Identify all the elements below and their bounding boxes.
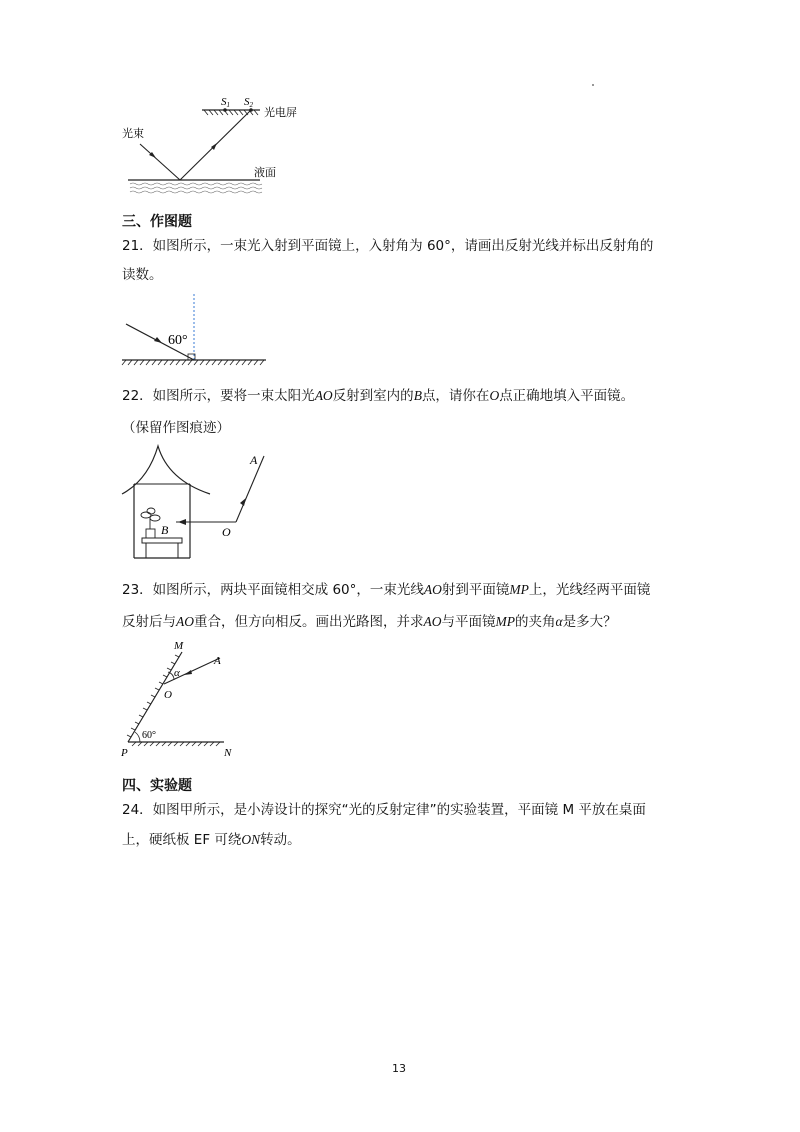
alpha-label: α (174, 667, 180, 679)
figure-q22-house (118, 442, 278, 564)
ray-ao-arrow (184, 670, 192, 675)
angle-label: 60° (168, 333, 188, 348)
reflected-ray-arrow (178, 519, 186, 525)
point-o-label: O (222, 525, 231, 539)
angle-60-label: 60° (142, 730, 156, 741)
q21-line2: 读数。 (122, 267, 163, 283)
liquid-label: 液面 (254, 166, 276, 179)
section-3-title: 三、作图题 (122, 214, 192, 230)
figure-q23-mirrors (118, 636, 258, 762)
sun-ray-arrow (240, 498, 246, 506)
q23-line2: 反射后与AO重合，但方向相反。画出光路图，并求AO与平面镜MP的夹角α是多大？ (122, 614, 617, 630)
house-roof (122, 446, 210, 494)
point-o-label: O (164, 689, 172, 701)
section-4-title: 四、实验题 (122, 778, 192, 794)
liquid-waves (130, 183, 262, 193)
q24-line1: 24．如图甲所示，是小涛设计的探究“光的反射定律”的实验装置，平面镜 M 平放在桌面 (122, 802, 646, 818)
screen-label: 光电屏 (264, 106, 297, 119)
figure-liquid-level-sensor (110, 92, 310, 200)
plant-icon (141, 508, 160, 538)
table (142, 538, 182, 543)
q24-line2: 上，硬纸板 EF 可绕ON转动。 (122, 832, 301, 848)
s1-label: S1 (221, 96, 230, 109)
beam-label: 光束 (122, 127, 144, 140)
point-b-label: B (161, 523, 169, 537)
angle-60-arc (135, 732, 140, 742)
incident-beam (140, 144, 180, 180)
ray-ao (164, 658, 220, 684)
s2-label: S2 (244, 96, 253, 109)
point-n-label: N (224, 747, 232, 759)
q23-line1: 23．如图所示，两块平面镜相交成 60°，一束光线AO射到平面镜MP上，光线经两平面镜 (122, 582, 651, 598)
page-number: 13 (392, 1062, 406, 1075)
q22-line1: 22．如图所示，要将一束太阳光AO反射到室内的B点，请你在O点正确地填入平面镜。 (122, 388, 635, 404)
q21-line1: 21．如图所示，一束光入射到平面镜上，入射角为 60°，请画出反射光线并标出反射角的 (122, 238, 654, 254)
figure-q21-mirror (118, 290, 278, 370)
point-a-label: A (214, 655, 221, 667)
mirror-hatch (122, 360, 264, 365)
q22-line2: （保留作图痕迹） (122, 420, 230, 436)
point-m-label: M (174, 640, 184, 652)
point-a-label: A (250, 453, 258, 467)
point-p-label: P (121, 747, 128, 759)
incident-ray-arrow (154, 337, 162, 343)
stray-dot (592, 84, 594, 86)
